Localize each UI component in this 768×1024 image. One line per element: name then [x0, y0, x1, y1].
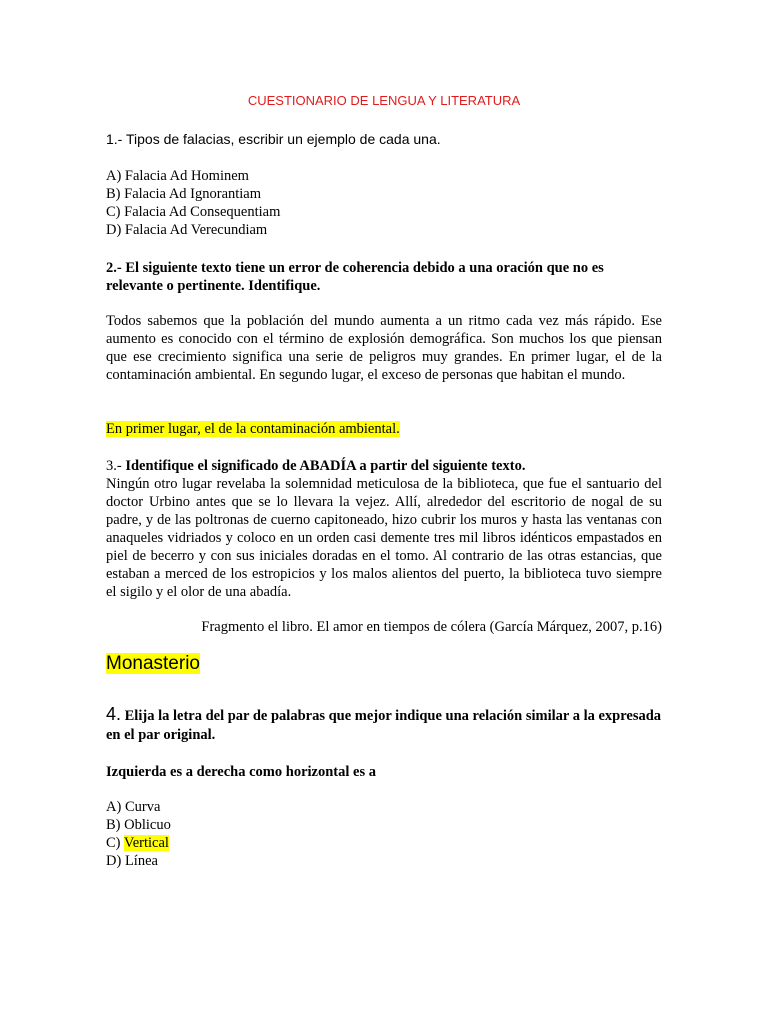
question-3-passage: Ningún otro lugar revelaba la solemnidad meticulosa de la biblioteca, que fue el santuario del doctor Urbino antes que se lo llevara la vejez. Allí, alrededor del escritorio de nogal de su padre, y de las poltronas de cuerno capitoneado, hizo cubrir los muros y hasta las ventanas con anaqueles vidriados y coloco en un orden casi demente tres mil libros idénticos empastados en piel de becerro y con sus iniciales doradas en el tomo. Al contrario de las otras estancias, que estaban a merced de los estropicios y los malos alientos del puerto, la biblioteca tuvo siempre el sigilo y el olor de una abadía.	[106, 476, 662, 600]
option-text-highlighted: Vertical	[123, 835, 169, 851]
question-4-option-a	[106, 798, 662, 816]
question-1-option-d: D) Falacia Ad Verecundiam	[106, 222, 268, 238]
question-1: 1.- Tipos de falacias, escribir un ejemplo de cada una.	[106, 131, 441, 147]
option-letter: D)	[106, 853, 122, 869]
question-1-option-a: A) Falacia Ad Hominem	[106, 168, 249, 184]
question-2-answer	[106, 420, 662, 438]
option-letter: A)	[106, 799, 122, 815]
question-4	[106, 705, 662, 745]
question-4-option-d	[106, 852, 662, 870]
question-2-passage: Todos sabemos que la población del mundo aumenta a un ritmo cada vez más rápido. Ese aumento es conocido con el término de explosión demográfica. Son muchos los que piensan que ese crecimiento significa una serie de peligros muy grandes. En primer lugar, el de la contaminación ambiental. En segundo lugar, el exceso de personas que habitan el mundo.	[106, 313, 662, 383]
question-2: 2.- El siguiente texto tiene un error de coherencia debido a una oración que no es relevante o pertinente. Identifique.	[106, 260, 604, 294]
question-4-prompt: Izquierda es a derecha como horizontal es a	[106, 764, 376, 780]
question-1-option-b: B) Falacia Ad Ignorantiam	[106, 186, 262, 202]
question-3-answer	[106, 653, 662, 675]
highlighted-answer-monasterio: Monasterio	[106, 653, 200, 674]
option-text: Línea	[124, 853, 158, 869]
question-1-option-c: C) Falacia Ad Consequentiam	[106, 204, 281, 220]
question-4-option-c	[106, 834, 662, 852]
page-title: CUESTIONARIO DE LENGUA Y LITERATURA	[247, 93, 521, 108]
citation: Fragmento el libro. El amor en tiempos de cólera (García Márquez, 2007, p.16)	[201, 619, 662, 635]
option-text: Oblicuo	[124, 817, 171, 833]
option-letter: B)	[106, 817, 121, 833]
option-letter: C)	[106, 835, 121, 851]
question-3	[106, 457, 662, 601]
question-4-text: Elija la letra del par de palabras que mejor indique una relación similar a la expresada en el par original.	[106, 708, 662, 743]
question-4-options	[106, 798, 662, 870]
question-4-option-b	[106, 816, 662, 834]
highlighted-answer: En primer lugar, el de la contaminación ambiental.	[106, 421, 400, 437]
option-text: Curva	[124, 799, 161, 815]
question-3-heading: Identifique el significado de ABADÍA a partir del siguiente texto.	[125, 458, 526, 474]
question-4-number: 4.	[106, 704, 122, 724]
question-1-options	[106, 167, 662, 239]
question-3-number: 3.-	[106, 458, 122, 474]
